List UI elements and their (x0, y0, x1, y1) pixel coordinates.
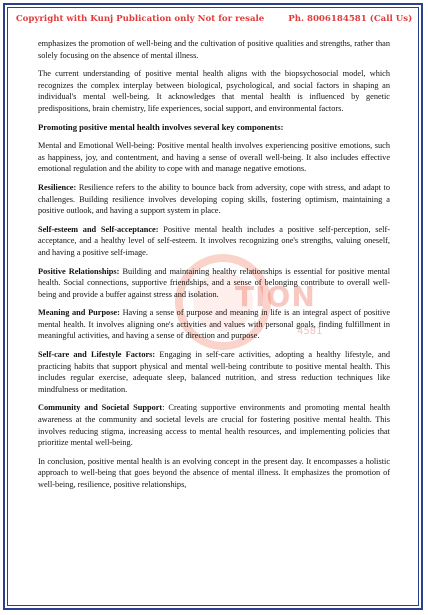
term-community: Community and Societal Support (38, 403, 163, 413)
paragraph-relationships (38, 266, 390, 301)
watermark-text: TION (235, 280, 316, 313)
paragraph-intro: emphasizes the promotion of well-being and the cultivation of positive qualities and strengths, rather than solely focusing on the absence of mental illness. (38, 39, 390, 60)
text-community: : Creating supportive environments and promoting mental health awareness at the community and societal levels are crucial for fostering positive mental health. This involves reducing stigma, increasing access to mental health resources, and implementing policies that prioritize mental well-being. (38, 403, 390, 448)
text-relationships: Building and maintaining healthy relationships is essential for positive mental health. Social connections, supportive friendships, and a sense of belonging contribute to overall well-being and provide a buffer against stress and isolation. (38, 266, 390, 299)
text-resilience: Resilience refers to the ability to bounce back from adversity, cope with stress, and adapt to challenges. Building resilience involves developing coping skills, fostering optimism, maintaining a positive outlook, and having a support system in place. (38, 182, 390, 216)
term-self-esteem: Self-esteem and Self-acceptance: (38, 224, 159, 234)
paragraph-community (38, 402, 390, 448)
paragraph-resilience (38, 182, 390, 217)
term-relationships: Positive Relationships: (38, 266, 120, 276)
paragraph-meaning (38, 307, 390, 342)
copyright-header (0, 14, 428, 24)
paragraph-self-esteem (38, 224, 390, 259)
term-resilience: Resilience: (38, 182, 77, 192)
text-self-care: Engaging in self-care activities, adopting a healthy lifestyle, and practicing habits that support physical and mental well-being contribute to positive mental health. This includes regular exercise, adequate sleep, balanced nutrition, and stress reduction techniques like mindfulness or meditation. (38, 350, 391, 394)
text-self-esteem: Positive mental health includes a positive self-perception, self-acceptance, and a healthy level of self-esteem. It involves recognizing one's strengths, valuing oneself, and having a positive self-image. (38, 224, 390, 257)
term-meaning: Meaning and Purpose: (38, 308, 120, 318)
paragraph-conclusion: In conclusion, positive mental health is an evolving concept in the present day. It encompasses a holistic approach to well-being that goes beyond the absence of mental illness. It emphasizes the promotion of well-being, resilience, positive relationships, (38, 456, 390, 489)
paragraph-mental-emotional: Mental and Emotional Well-being: Positive mental health involves experiencing positive emotions, such as happiness, joy, and contentment, and having a sense of overall well-being. It also includes effective emotional regulation and the ability to cope with and manage negative emotions. (38, 141, 390, 174)
copyright-notice: Copyright with Kunj Publication only Not for resale (15, 14, 265, 24)
paragraph-biopsychosocial: The current understanding of positive mental health aligns with the biopsychosocial model, which recognizes the complex interplay between biological, psychological, and social factors in shaping an individual's mental well-being. It acknowledges that mental health is influenced by genetic predispositions, brain chemistry, life experiences, social support, and environmental factors. (38, 69, 390, 113)
paragraph-self-care (38, 349, 390, 395)
document-body (38, 38, 390, 498)
watermark-phone: 4581 (297, 326, 323, 337)
text-meaning: Having a sense of purpose and meaning in life is an integral aspect of positive mental health. It involves aligning one's activities and values with personal goals, finding fulfillment in meaningful activities, and having a sense of direction and purpose. (38, 308, 390, 341)
section-heading: Promoting positive mental health involves several key components: (38, 121, 284, 132)
term-self-care: Self-care and Lifestyle Factors: (38, 350, 156, 360)
contact-phone: Ph. 8006184581 (Call Us) (288, 14, 413, 24)
